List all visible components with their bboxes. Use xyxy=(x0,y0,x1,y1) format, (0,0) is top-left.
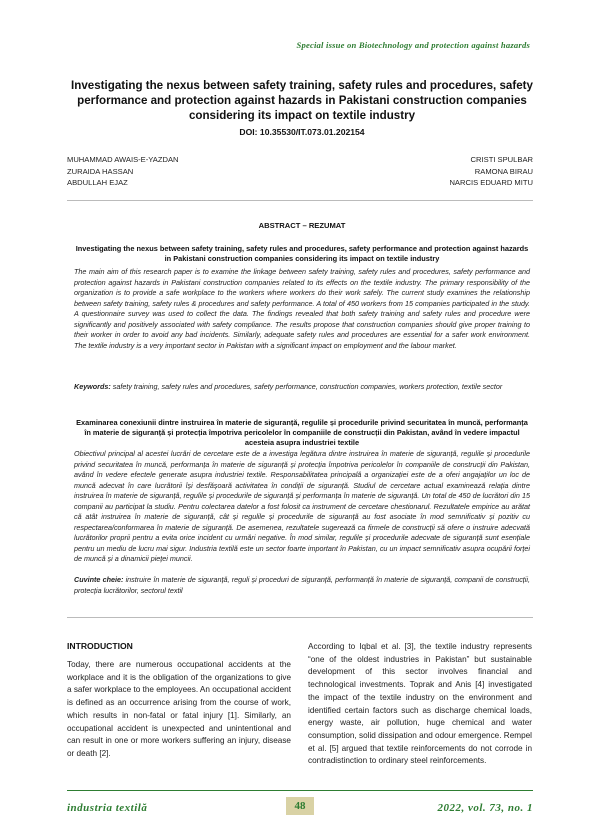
body-left-column xyxy=(67,641,291,761)
keywords-text: safety training, safety rules and procedures, safety performance, construction companies, workers protection, textile sector xyxy=(112,382,503,391)
author-name: CRISTI SPULBAR xyxy=(470,155,533,164)
author-name: RAMONA BIRAU xyxy=(474,166,533,176)
introduction-paragraph: Today, there are numerous occupational accidents at the workplace and it is the obligation of the organizations to give a safer workplace to the employees. An occupational accident is defined as an occurrence arising from the course of work, which results in non-fatal or fatal injury [1]. Similarly, an occupational accident is unexpected and unintentional and can result in one or more workers suffering an injury, disease or death [2]. xyxy=(67,660,291,758)
author-name: NARCIS EDUARD MITU xyxy=(449,178,533,187)
footer-divider xyxy=(67,790,533,791)
authors-left-column xyxy=(67,154,179,189)
introduction-heading: INTRODUCTION xyxy=(67,641,133,651)
footer-journal-name: industria textilă xyxy=(67,802,148,814)
abstract-en-title: Investigating the nexus between safety training, safety rules and procedures, safety performance and protection against hazards in Pakistani construction companies considering its impact on textile industry xyxy=(75,244,529,263)
article-title: Investigating the nexus between safety training, safety rules and procedures, safety performance and protection against hazards in Pakistani construction companies considering its impact on textile industry xyxy=(71,79,533,122)
abstract-en-body: The main aim of this research paper is to examine the linkage between safety training, safety rules and procedures, safety performance and protection against hazards in Pakistani construction companies related to its effects on the textile industry. The primary responsibility of the organization is to provide a safe workplace to the workers where workers do their work safely. The current study examines the relationship between safety training, safety rules & procedures and safety performance. A total of 450 workers from 15 companies participated in the study. A questionnaire survey was used to collect the data. The findings revealed that both safety training and safety rules and procedure were significantly and positively associated with safety compliance. The results propose that construction companies should give proper training to their worker in order to avoid any bad incidents. Similarly, adequate safety rules and procedures are essential for a safer work environment. The textile industry is a very important sector in Pakistan with a significant impact on employment and the labour market. xyxy=(74,267,530,350)
introduction-paragraph-continued: According to Iqbal et al. [3], the textile industry represents “one of the oldest industries in Pakistan” but sustainable development of this sector involves financial and technological investments. Toprak and Anis [4] investigated the impact of the textile industry on the environment and identified certain factors such as discharge chemical loads, energy waste, air pollution, huge chemical and water consumption, solid dissipation and odour emergence. Rempel et al. [5] argued that textile reinforcements do not corrode in contradistinction to ordinary steel reinforcements. xyxy=(308,642,532,766)
abstract-heading: ABSTRACT – REZUMAT xyxy=(258,221,346,230)
keywords-text: instruire în materie de siguranță, reguli și proceduri de siguranță, performanță în materie de siguranță, companii de construcții, protecția lucrătorilor, sectorul textil xyxy=(74,575,530,595)
keywords-label: Cuvinte cheie: xyxy=(74,575,124,584)
author-name: MUHAMMAD AWAIS-E-YAZDAN xyxy=(67,155,179,164)
body-right-column xyxy=(308,642,532,768)
authors-right-column xyxy=(449,154,533,189)
abstract-en-keywords xyxy=(74,382,530,393)
footer-issue-info: 2022, vol. 73, no. 1 xyxy=(437,802,533,814)
abstract-ro-title: Examinarea conexiunii dintre instruirea în materie de siguranță, regulile și procedurile privind securitatea în muncă, performanța în materie de siguranță și protecția împotriva pericolelor în companiile de construcții din Pakistan, având în vedere impactul acesteia asupra industriei textile xyxy=(76,418,528,447)
abstract-ro-keywords xyxy=(74,575,530,596)
author-name: ABDULLAH EJAZ xyxy=(67,178,128,187)
author-name: ZURAIDA HASSAN xyxy=(67,166,134,176)
keywords-label: Keywords: xyxy=(74,382,111,391)
abstract-ro-body: Obiectivul principal al acestei lucrări de cercetare este de a investiga legătura dintre instruirea în materie de siguranță, regulile și procedurile privind securitatea în muncă, performanța în materie de siguranță și protecția împotriva pericolelor în companiile de construcții din Pakistan, având în vedere efectele generate asupra industriei textile. Responsabilitatea principală a organizației este de a oferi angajaților un loc de muncă adecvat în care lucrătorii își desfășoară activitatea în condiții de siguranță. Studiul de cercetare actual examinează relația dintre instruirea în materie de siguranță, regulile și procedurile de siguranță și performanța în materie de siguranță. Un total de 450 de lucrători din 15 companii au participat la studiu. Pentru colectarea datelor a fost folosit ca instrument de cercetare chestionarul. Rezultatele empirice au arătat că atât instruirea în materie de siguranță, cât și regulile și procedurile de siguranță au fost asociate în mod semnificativ și pozitiv cu respectarea/conformarea în materie de siguranță. De asemenea, rezultatele sugerează ca firmele de construcții să ofere o instruire adecvată lucrătorilor proprii pentru a evita orice incident cu urmări negative. În mod similar, regulile și procedurile adecvate de siguranță sunt esențiale pentru un mediu de lucru mai sigur. Industria textilă este un sector foarte important în Pakistan, cu un impact semnificativ asupra ocupării forței de muncă și a dinamicii pieței muncii. xyxy=(74,449,530,563)
special-issue-header: Special issue on Biotechnology and protection against hazards xyxy=(296,40,530,50)
divider-bottom xyxy=(67,617,533,618)
article-doi[interactable]: DOI: 10.35530/IT.073.01.202154 xyxy=(239,127,365,137)
divider-top xyxy=(67,200,533,201)
page-number: 48 xyxy=(286,797,314,815)
